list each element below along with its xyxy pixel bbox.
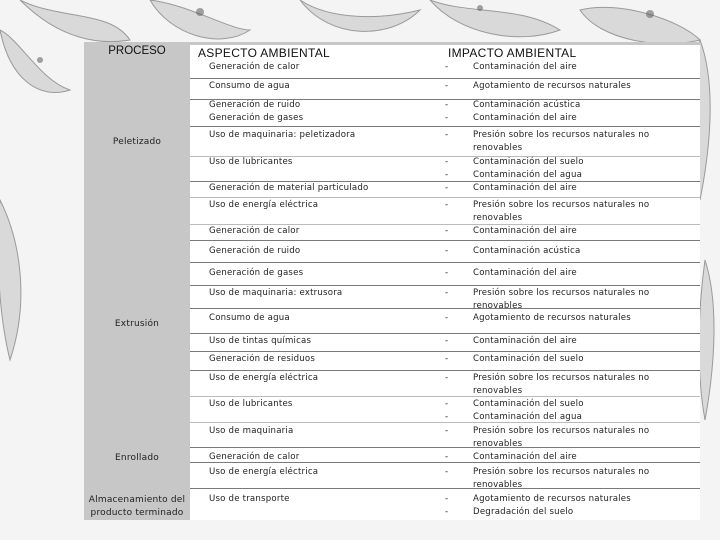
table-header [84, 42, 700, 64]
aspect-cell: Generación de material particulado [209, 183, 369, 193]
dash-marker: - [445, 354, 449, 364]
impact-cell: Agotamiento de recursos naturales [473, 494, 631, 504]
dash-marker: - [445, 336, 449, 346]
dash-marker: - [445, 62, 449, 72]
dash-marker: - [445, 507, 449, 517]
aspect-cell: Uso de maquinaria: peletizadora [209, 130, 356, 140]
impact-cell: Presión sobre los recursos naturales no renovables [473, 130, 650, 154]
aspect-cell: Uso de tintas químicas [209, 336, 312, 346]
dash-marker: - [445, 100, 449, 110]
header-impacto: IMPACTO AMBIENTAL [448, 46, 577, 60]
header-proceso: PROCESO [108, 45, 166, 57]
aspect-cell: Generación de ruido [209, 100, 301, 110]
dash-marker: - [445, 494, 449, 504]
impact-cell: Contaminación del aire [473, 113, 577, 123]
aspect-cell: Generación de gases [209, 113, 304, 123]
dash-marker: - [445, 81, 449, 91]
impact-cell: Agotamiento de recursos naturales [473, 313, 631, 323]
process-almacenamiento: Almacenamiento del producto terminado [88, 495, 186, 519]
aspect-cell: Uso de lubricantes [209, 157, 293, 167]
aspect-cell: Uso de maquinaria [209, 426, 294, 436]
dash-marker: - [445, 170, 449, 180]
aspect-cell: Uso de maquinaria: extrusora [209, 288, 343, 298]
impact-cell: Contaminación del aire [473, 183, 577, 193]
impact-cell: Contaminación acústica [473, 100, 581, 110]
impact-cell: Presión sobre los recursos naturales no renovables [473, 373, 650, 397]
process-extrusion: Extrusión [114, 319, 160, 329]
aspect-cell: Generación de calor [209, 62, 300, 72]
impact-cell: Presión sobre los recursos naturales no renovables [473, 200, 650, 224]
dash-marker: - [445, 373, 449, 383]
impact-cell: Presión sobre los recursos naturales no renovables [473, 467, 650, 491]
dash-marker: - [445, 268, 449, 278]
aspect-cell: Uso de energía eléctrica [209, 200, 319, 210]
impact-cell: Contaminación del agua [473, 170, 583, 180]
impact-cell: Presión sobre los recursos naturales no renovables [473, 288, 650, 312]
dash-marker: - [445, 288, 449, 298]
dash-marker: - [445, 183, 449, 193]
aspect-cell: Generación de calor [209, 452, 300, 462]
impact-cell: Contaminación del suelo [473, 354, 584, 364]
aspect-cell: Uso de energía eléctrica [209, 467, 319, 477]
dash-marker: - [445, 226, 449, 236]
dash-marker: - [445, 313, 449, 323]
dash-marker: - [445, 130, 449, 140]
aspect-cell: Uso de lubricantes [209, 399, 293, 409]
process-column [84, 42, 190, 520]
aspect-cell: Consumo de agua [209, 313, 290, 323]
impact-cell: Contaminación acústica [473, 246, 581, 256]
impact-cell: Contaminación del suelo [473, 399, 584, 409]
impact-cell: Contaminación del aire [473, 336, 577, 346]
dash-marker: - [445, 399, 449, 409]
aspect-cell: Generación de residuos [209, 354, 316, 364]
dash-marker: - [445, 200, 449, 210]
impact-cell: Contaminación del agua [473, 412, 583, 422]
impact-cell: Contaminación del aire [473, 268, 577, 278]
process-peletizado: Peletizado [112, 137, 162, 147]
aspect-cell: Generación de ruido [209, 246, 301, 256]
dash-marker: - [445, 113, 449, 123]
impact-cell: Contaminación del suelo [473, 157, 584, 167]
aspect-cell: Uso de transporte [209, 494, 290, 504]
dash-marker: - [445, 157, 449, 167]
impact-cell: Presión sobre los recursos naturales no renovables [473, 426, 650, 450]
impact-cell: Contaminación del aire [473, 226, 577, 236]
environmental-impact-table [84, 42, 700, 520]
aspect-cell: Generación de calor [209, 226, 300, 236]
dash-marker: - [445, 452, 449, 462]
impact-cell: Contaminación del aire [473, 452, 577, 462]
dash-marker: - [445, 246, 449, 256]
aspect-cell: Generación de gases [209, 268, 304, 278]
aspect-cell: Uso de energía eléctrica [209, 373, 319, 383]
impact-cell: Degradación del suelo [473, 507, 574, 517]
aspect-cell: Consumo de agua [209, 81, 290, 91]
dash-marker: - [445, 467, 449, 477]
dash-marker: - [445, 426, 449, 436]
process-enrollado: Enrollado [115, 453, 159, 463]
impact-cell: Contaminación del aire [473, 62, 577, 72]
impact-cell: Agotamiento de recursos naturales [473, 81, 631, 91]
dash-marker: - [445, 412, 449, 422]
header-aspecto: ASPECTO AMBIENTAL [198, 46, 331, 60]
